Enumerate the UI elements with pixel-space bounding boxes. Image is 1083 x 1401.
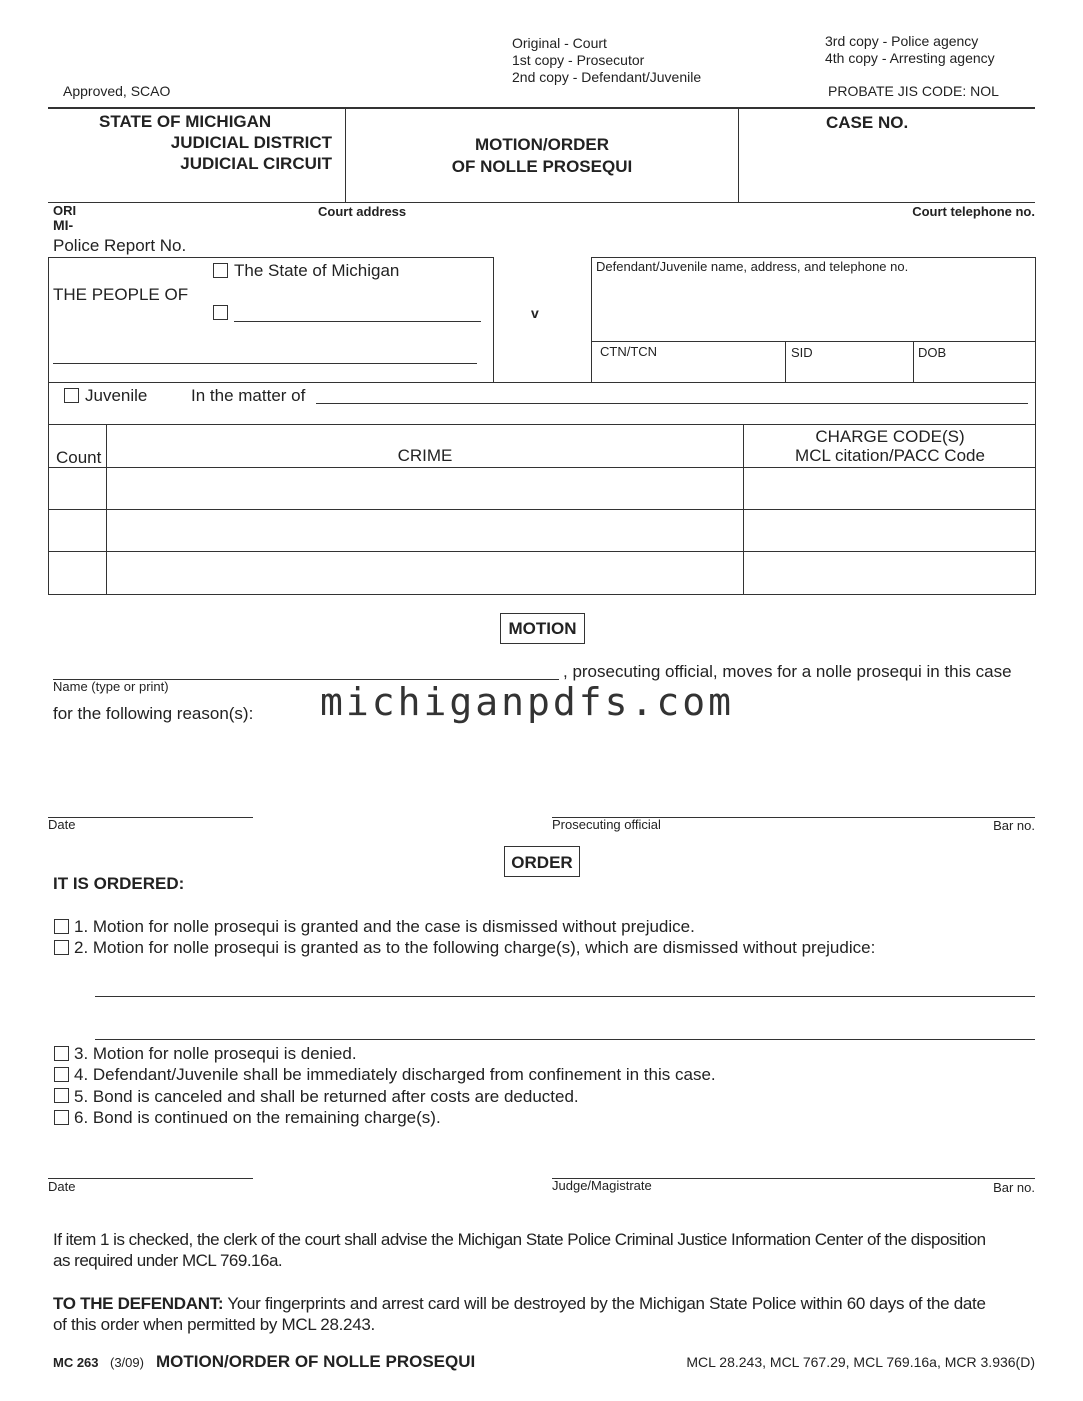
charge-code-header-2: MCL citation/PACC Code xyxy=(795,446,985,465)
order-bar-no-label: Bar no. xyxy=(993,1180,1035,1195)
crime-row-rule-1 xyxy=(48,509,1036,510)
prosecuting-official-label: Prosecuting official xyxy=(552,817,661,832)
form-revision: (3/09) xyxy=(110,1355,144,1370)
motion-heading: MOTION xyxy=(508,619,577,638)
footer-form-title: MOTION/ORDER OF NOLLE PROSEQUI xyxy=(156,1352,476,1371)
defendant-note-line2: of this order when permitted by MCL 28.243. xyxy=(53,1315,375,1334)
juvenile-checkbox[interactable] xyxy=(64,388,79,403)
form-title-line1: MOTION/ORDER xyxy=(474,135,610,154)
jis-code: PROBATE JIS CODE: NOL xyxy=(828,83,999,99)
court-address-label: Court address xyxy=(318,204,407,219)
count-header: Count xyxy=(56,448,102,467)
order-item-4-checkbox[interactable] xyxy=(54,1067,69,1082)
people-of-label: THE PEOPLE OF xyxy=(53,285,189,304)
copy-original: Original - Court xyxy=(512,35,607,51)
sid-dob-divider xyxy=(913,341,914,383)
copy-distribution-left xyxy=(512,35,701,86)
title-bottom-rule xyxy=(48,202,1035,203)
defendant-note-text: Your fingerprints and arrest card will be destroyed by the Michigan State Police within 60 days of the date xyxy=(227,1294,986,1313)
crime-row-rule-2 xyxy=(48,551,1036,552)
defendant-note-line1 xyxy=(53,1294,986,1314)
footer-citations: MCL 28.243, MCL 767.29, MCL 769.16a, MCR 3.936(D) xyxy=(686,1354,1035,1370)
it-is-ordered-label: IT IS ORDERED: xyxy=(53,874,185,893)
name-type-or-print-label: Name (type or print) xyxy=(53,679,169,694)
motion-date-line[interactable] xyxy=(48,817,253,818)
charge-code-header-1: CHARGE CODE(S) xyxy=(815,427,965,446)
order-item-2-checkbox[interactable] xyxy=(54,940,69,955)
judge-magistrate-label: Judge/Magistrate xyxy=(552,1178,652,1193)
order-item-5: 5. Bond is canceled and shall be returned after costs are deducted. xyxy=(74,1087,579,1106)
in-the-matter-label: In the matter of xyxy=(191,386,306,405)
defendant-box[interactable] xyxy=(591,257,1036,383)
plaintiff-name-line[interactable] xyxy=(53,363,477,364)
charges-line-2[interactable] xyxy=(95,1039,1035,1040)
dob-label: DOB xyxy=(918,345,947,360)
judicial-district: JUDICIAL DISTRICT xyxy=(170,133,332,152)
order-item-1-checkbox[interactable] xyxy=(54,919,69,934)
police-report-label: Police Report No. xyxy=(53,236,187,255)
court-phone-label: Court telephone no. xyxy=(912,204,1035,219)
order-date-line[interactable] xyxy=(48,1178,253,1179)
juvenile-label: Juvenile xyxy=(85,386,148,405)
moves-text: , prosecuting official, moves for a nolle prosequi in this case xyxy=(563,662,1012,681)
case-no-label: CASE NO. xyxy=(826,113,909,132)
form-number: MC 263 xyxy=(53,1355,99,1370)
crime-header: CRIME xyxy=(397,446,453,465)
mi-label: MI- xyxy=(53,217,74,233)
state-of-michigan-option: The State of Michigan xyxy=(234,261,400,280)
copy-third: 3rd copy - Police agency xyxy=(825,33,979,49)
defendant-id-rule xyxy=(591,341,1036,342)
approved-scao: Approved, SCAO xyxy=(63,83,171,99)
order-heading: ORDER xyxy=(511,853,573,872)
title-divider-right xyxy=(738,108,739,202)
ori-label: ORI xyxy=(53,203,77,218)
versus-label: v xyxy=(531,305,539,321)
order-item-1: 1. Motion for nolle prosequi is granted and the case is dismissed without prejudice. xyxy=(74,917,695,936)
order-item-2: 2. Motion for nolle prosequi is granted as to the following charge(s), which are dismissed without prejudice: xyxy=(74,938,876,957)
judicial-circuit: JUDICIAL CIRCUIT xyxy=(180,154,332,173)
to-the-defendant-label: TO THE DEFENDANT: xyxy=(53,1294,224,1313)
state-of-michigan: STATE OF MICHIGAN xyxy=(99,112,272,131)
copy-distribution-right xyxy=(825,33,995,67)
item1-note-line2: as required under MCL 769.16a. xyxy=(53,1251,283,1270)
order-item-3: 3. Motion for nolle prosequi is denied. xyxy=(74,1044,357,1063)
state-of-michigan-checkbox[interactable] xyxy=(213,263,228,278)
other-plaintiff-checkbox[interactable] xyxy=(213,305,228,320)
copy-first: 1st copy - Prosecutor xyxy=(512,52,645,68)
title-top-rule xyxy=(48,107,1035,109)
item1-note-line1: If item 1 is checked, the clerk of the court shall advise the Michigan State Police Criminal Justice Information Center of the disposition xyxy=(53,1230,986,1249)
order-item-3-checkbox[interactable] xyxy=(54,1046,69,1061)
form-title-line2: OF NOLLE PROSEQUI xyxy=(451,157,633,176)
crime-header-rule xyxy=(48,467,1036,468)
title-divider-left xyxy=(345,108,346,202)
motion-bar-no-label: Bar no. xyxy=(993,818,1035,833)
sid-label: SID xyxy=(791,345,813,360)
in-the-matter-line[interactable] xyxy=(316,403,1028,404)
copy-fourth: 4th copy - Arresting agency xyxy=(825,50,995,66)
other-plaintiff-line[interactable] xyxy=(234,321,481,322)
order-date-label: Date xyxy=(48,1179,76,1194)
watermark: michiganpdfs.com xyxy=(320,680,735,724)
order-item-4: 4. Defendant/Juvenile shall be immediately discharged from confinement in this case. xyxy=(74,1065,716,1084)
reasons-label: for the following reason(s): xyxy=(53,704,254,723)
ctn-sid-divider xyxy=(785,341,786,383)
order-item-5-checkbox[interactable] xyxy=(54,1088,69,1103)
defendant-label: Defendant/Juvenile name, address, and telephone no. xyxy=(596,259,909,274)
order-item-6-checkbox[interactable] xyxy=(54,1110,69,1125)
motion-date-label: Date xyxy=(48,817,76,832)
copy-second: 2nd copy - Defendant/Juvenile xyxy=(512,69,702,85)
order-item-6: 6. Bond is continued on the remaining charge(s). xyxy=(74,1108,441,1127)
ctn-label: CTN/TCN xyxy=(600,344,658,359)
charges-line-1[interactable] xyxy=(95,996,1035,997)
